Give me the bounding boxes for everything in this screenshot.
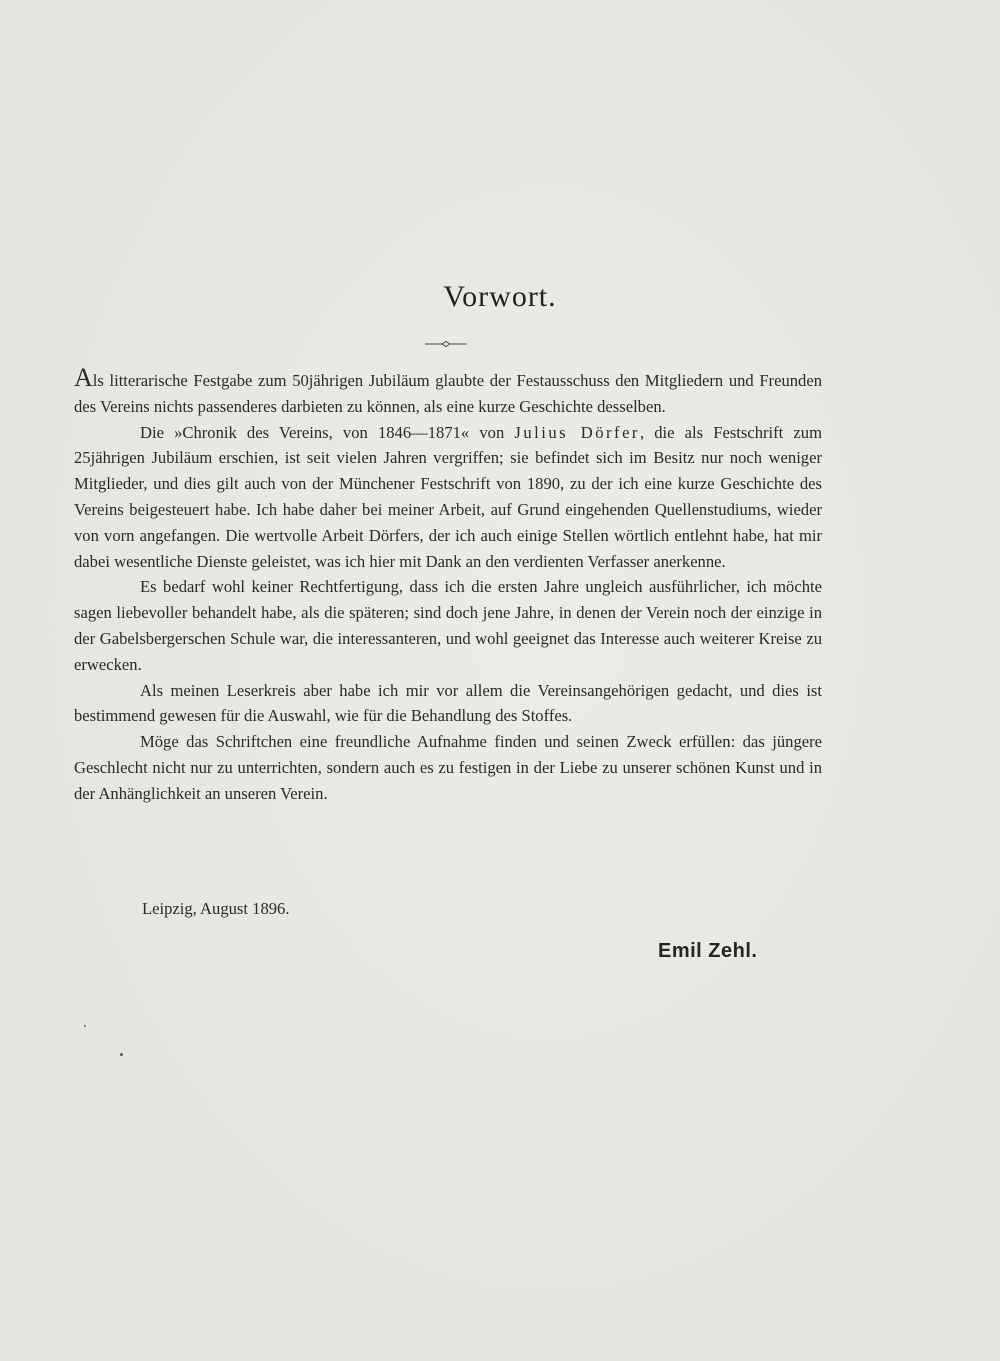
paragraph-2: [74, 420, 822, 575]
paragraph-2-before: Die »Chronik des Vereins, von 1846—1871« von: [140, 422, 515, 442]
author-signature: Emil Zehl.: [658, 940, 758, 962]
author-name: Julius Dörfer: [514, 422, 640, 442]
title-ornament: [425, 340, 467, 348]
paper-speck: [84, 1025, 86, 1027]
place-date: Leipzig, August 1896.: [142, 899, 290, 918]
paragraph-1-text: ls litterarische Festgabe zum 50jährigen Jubiläum glaubte der Festausschuss den Mitgliedern und Freunden des Vereins nichts passenderes darbieten zu können, als eine kurze Geschichte desselben.: [74, 371, 822, 416]
paragraph-5: Möge das Schriftchen eine freundliche Aufnahme finden und seinen Zweck erfüllen: das jüngere Geschlecht nicht nur zu unterrichten, sondern auch es zu festigen in der Liebe zu unserer schönen Kunst und in der Anhänglichkeit an unseren Verein.: [74, 732, 822, 803]
paper-speck: [120, 1053, 123, 1056]
paragraph-1: [74, 363, 822, 420]
drop-cap: A: [74, 363, 93, 392]
paragraph-3: Es bedarf wohl keiner Rechtfertigung, dass ich die ersten Jahre ungleich ausführlicher, ich möchte sagen liebevoller behandelt habe, als die späteren; sind doch jene Jahre, in denen der Verein noch der einzige in der Gabelsbergerschen Schule war, die interessanteren, und wohl geeignet das Interesse auch weiterer Kreise zu erwecken.: [74, 577, 822, 674]
paragraph-2-after: , die als Festschrift zum 25jährigen Jubiläum erschien, ist seit vielen Jahren vergriffen; sie befindet sich im Besitz nur noch weniger Mitglieder, und dies gilt auch von der Münchener Festschrift von 1890, zu der ich eine kurze Geschichte des Vereins beigesteuert habe. Ich habe daher bei meiner Arbeit, auf Grund eingehenden Quellenstudiums, wieder von vorn angefangen. Die wertvolle Arbeit Dörfers, der ich auch einige Stellen wörtlich entlehnt habe, hat mir dabei wesentliche Dienste geleistet, was ich hier mit Dank an den verdienten Verfasser anerkenne.: [74, 422, 822, 571]
paragraph-4: Als meinen Leserkreis aber habe ich mir vor allem die Vereinsangehörigen gedacht, und dies ist bestimmend gewesen für die Auswahl, wie für die Behandlung des Stoffes.: [74, 680, 822, 726]
preface-body: [74, 363, 822, 807]
page-title: Vorwort.: [443, 280, 557, 313]
